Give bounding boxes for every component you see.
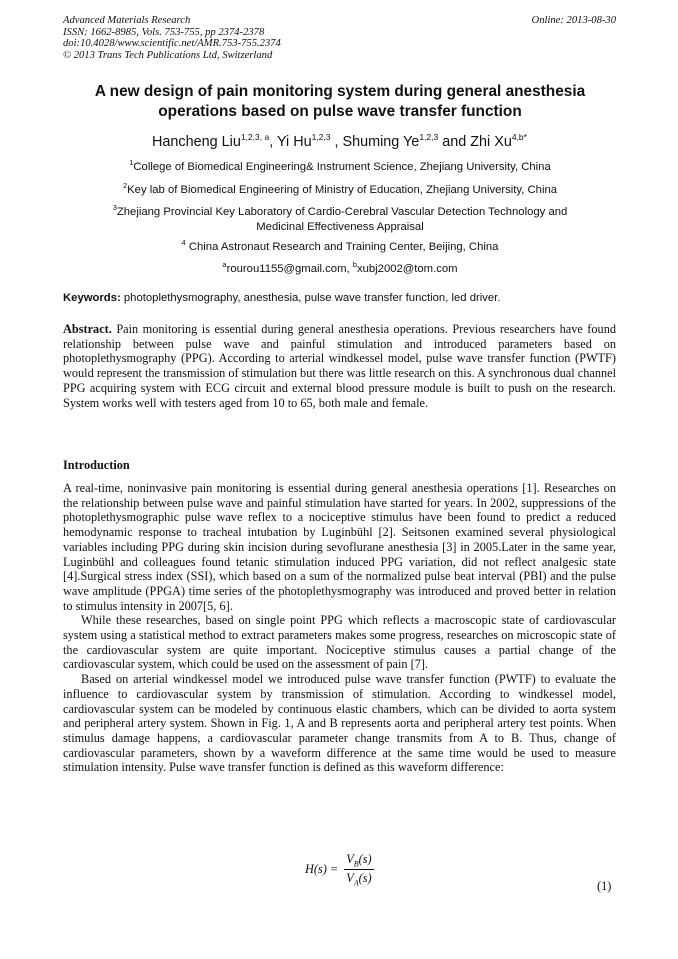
email-sup: b	[352, 260, 357, 269]
title-line-2: operations based on pulse wave transfer function	[158, 102, 522, 120]
equation-numerator	[344, 852, 373, 870]
paragraph: Based on arterial windkessel model we introduced pulse wave transfer function (PWTF) to evaluate the influence to cardiovascular system by transmission of stimulation. According to windkessel model, cardiovascular system can be modeled by continuous elastic chambers, which can be divided to aorta system and peripheral artery system. Shown in Fig. 1, A and B represents aorta and peripheral artery test points. When stimulus damage happens, a cardiovascular parameter change transmits from A to B. Thus, change of cardiovascular parameters, shown by a waveform difference at the same time would be used to measure stimulation intensity. Pulse wave transfer function is defined as this waveform difference:	[63, 672, 616, 775]
keywords	[63, 292, 616, 304]
denominator-arg: (s)	[358, 871, 372, 886]
numerator-sub: B	[353, 859, 359, 869]
author-affiliation-sup: 1,2,3, a	[240, 132, 270, 142]
author-affiliation-sup: 1,2,3	[419, 132, 439, 142]
affiliation-text: College of Biomedical Engineering& Instrument Science, Zhejiang University, China	[133, 161, 551, 173]
affiliation-text: China Astronaut Research and Training Center, Beijing, China	[185, 241, 499, 253]
affiliation-text-cont: Medicinal Effectiveness Appraisal	[256, 220, 424, 233]
affiliation-3	[70, 201, 610, 234]
equation-lhs: H(s) =	[305, 862, 339, 877]
author-name: Shuming Ye	[342, 134, 420, 150]
numerator-var: V	[346, 852, 354, 866]
equation-denominator	[344, 870, 373, 887]
introduction-body	[63, 481, 616, 775]
affiliation-sup: 4	[181, 238, 186, 247]
paragraph: A real-time, noninvasive pain monitoring is essential during general anesthesia operations [1]. Researches on the relationship between pulse wave and painful stimulation have started for years. In 2002, suppressions of the photoplethysmographic pulse wave reflex to a nociceptive stimulus have been found to predict a reduced hemodynamic response to tracheal intubation by Luginbühl [2]. Seitsonen examined several physiological variables including PPG during skin incision during sevoflurane anesthesia [3] in 2005.Later in the same year, Luginbühl and colleagues found tetanic stimulation induced PPG variation, did not reflect analgesic state [4].Surgical stress index (SSI), which based on a sum of the normalized pulse beat interval (PBI) and the pulse wave amplitude (PPGA) time series of the photoplethysmography was introduced and proved better in relation to stimulus intensity in 2007[5, 6].	[63, 481, 616, 613]
title-line-1: A new design of pain monitoring system during general anesthesia	[94, 83, 586, 100]
author-name: Hancheng Liu	[152, 134, 241, 150]
affiliation-sup: 2	[122, 181, 128, 190]
author-separator: ,	[269, 134, 277, 150]
email-sup: a	[222, 260, 227, 269]
author-affiliation-sup: 1,2,3	[311, 132, 331, 142]
journal-copyright: © 2013 Trans Tech Publications Ltd, Switzerland	[63, 49, 273, 61]
affiliation-sup: 3	[112, 203, 117, 212]
numerator-arg: (s)	[358, 852, 372, 866]
email-b: xubj2002@tom.com	[356, 263, 458, 275]
affiliation-4	[70, 236, 610, 255]
affiliation-text: Zhejiang Provincial Key Laboratory of Cardio-Cerebral Vascular Detection Technology and	[116, 206, 568, 218]
denominator-sub: A	[353, 878, 359, 888]
author-separator: and	[438, 134, 471, 150]
journal-doi: doi:10.4028/www.scientific.net/AMR.753-755.2374	[63, 38, 281, 50]
affiliation-1	[70, 156, 610, 175]
journal-issn: ISSN: 1662-8985, Vols. 753-755, pp 2374-2378	[63, 26, 265, 38]
denominator-var: V	[346, 871, 354, 886]
keywords-label: Keywords:	[63, 292, 121, 304]
affiliation-text: Key lab of Biomedical Engineering of Ministry of Education, Zhejiang University, China	[127, 184, 558, 196]
journal-header	[63, 15, 616, 61]
author-name: Zhi Xu	[470, 134, 512, 150]
equation-1	[305, 852, 374, 888]
equation-fraction	[344, 852, 373, 888]
author-list	[63, 132, 616, 150]
author-name: Yi Hu	[276, 134, 312, 150]
affiliation-2	[70, 179, 610, 198]
paper-title	[70, 82, 610, 121]
author-emails	[70, 258, 610, 277]
author-affiliation-sup: 4,b*	[511, 132, 527, 142]
journal-name: Advanced Materials Research	[63, 15, 191, 26]
equation-number: (1)	[597, 879, 612, 893]
abstract-text: Pain monitoring is essential during general anesthesia operations. Previous researchers have found relationship between pulse wave and painful stimulation and introduced parameters based on photoplethysmography (PPG). According to arterial windkessel model, pulse wave transfer function (PWTF) would represent the transmission of stimulation but there was little research on this. A synchronous dual channel PPG acquiring system with ECG circuit and external blood pressure module is built to push on the research. System works well with testers aged from 10 to 65, both male and female.	[63, 322, 616, 410]
abstract-label: Abstract.	[63, 322, 112, 336]
paragraph: While these researches, based on single point PPG which reflects a macroscopic state of cardiovascular system using a statistical method to extract parameters makes some progress, researches on microscopic state of the cardiovascular system are quite important. Nociceptive stimulus causes a partial change of the cardiovascular system, which could be used on the assessment of pain [7].	[63, 613, 616, 672]
affiliation-sup: 1	[129, 158, 134, 167]
keywords-text: photoplethysmography, anesthesia, pulse wave transfer function, led driver.	[120, 292, 501, 304]
abstract	[63, 322, 616, 410]
email-a: rourou1155@gmail.com,	[226, 263, 353, 275]
online-date: Online: 2013-08-30	[531, 15, 616, 26]
section-heading-introduction: Introduction	[63, 458, 130, 472]
author-separator: ,	[330, 134, 343, 150]
